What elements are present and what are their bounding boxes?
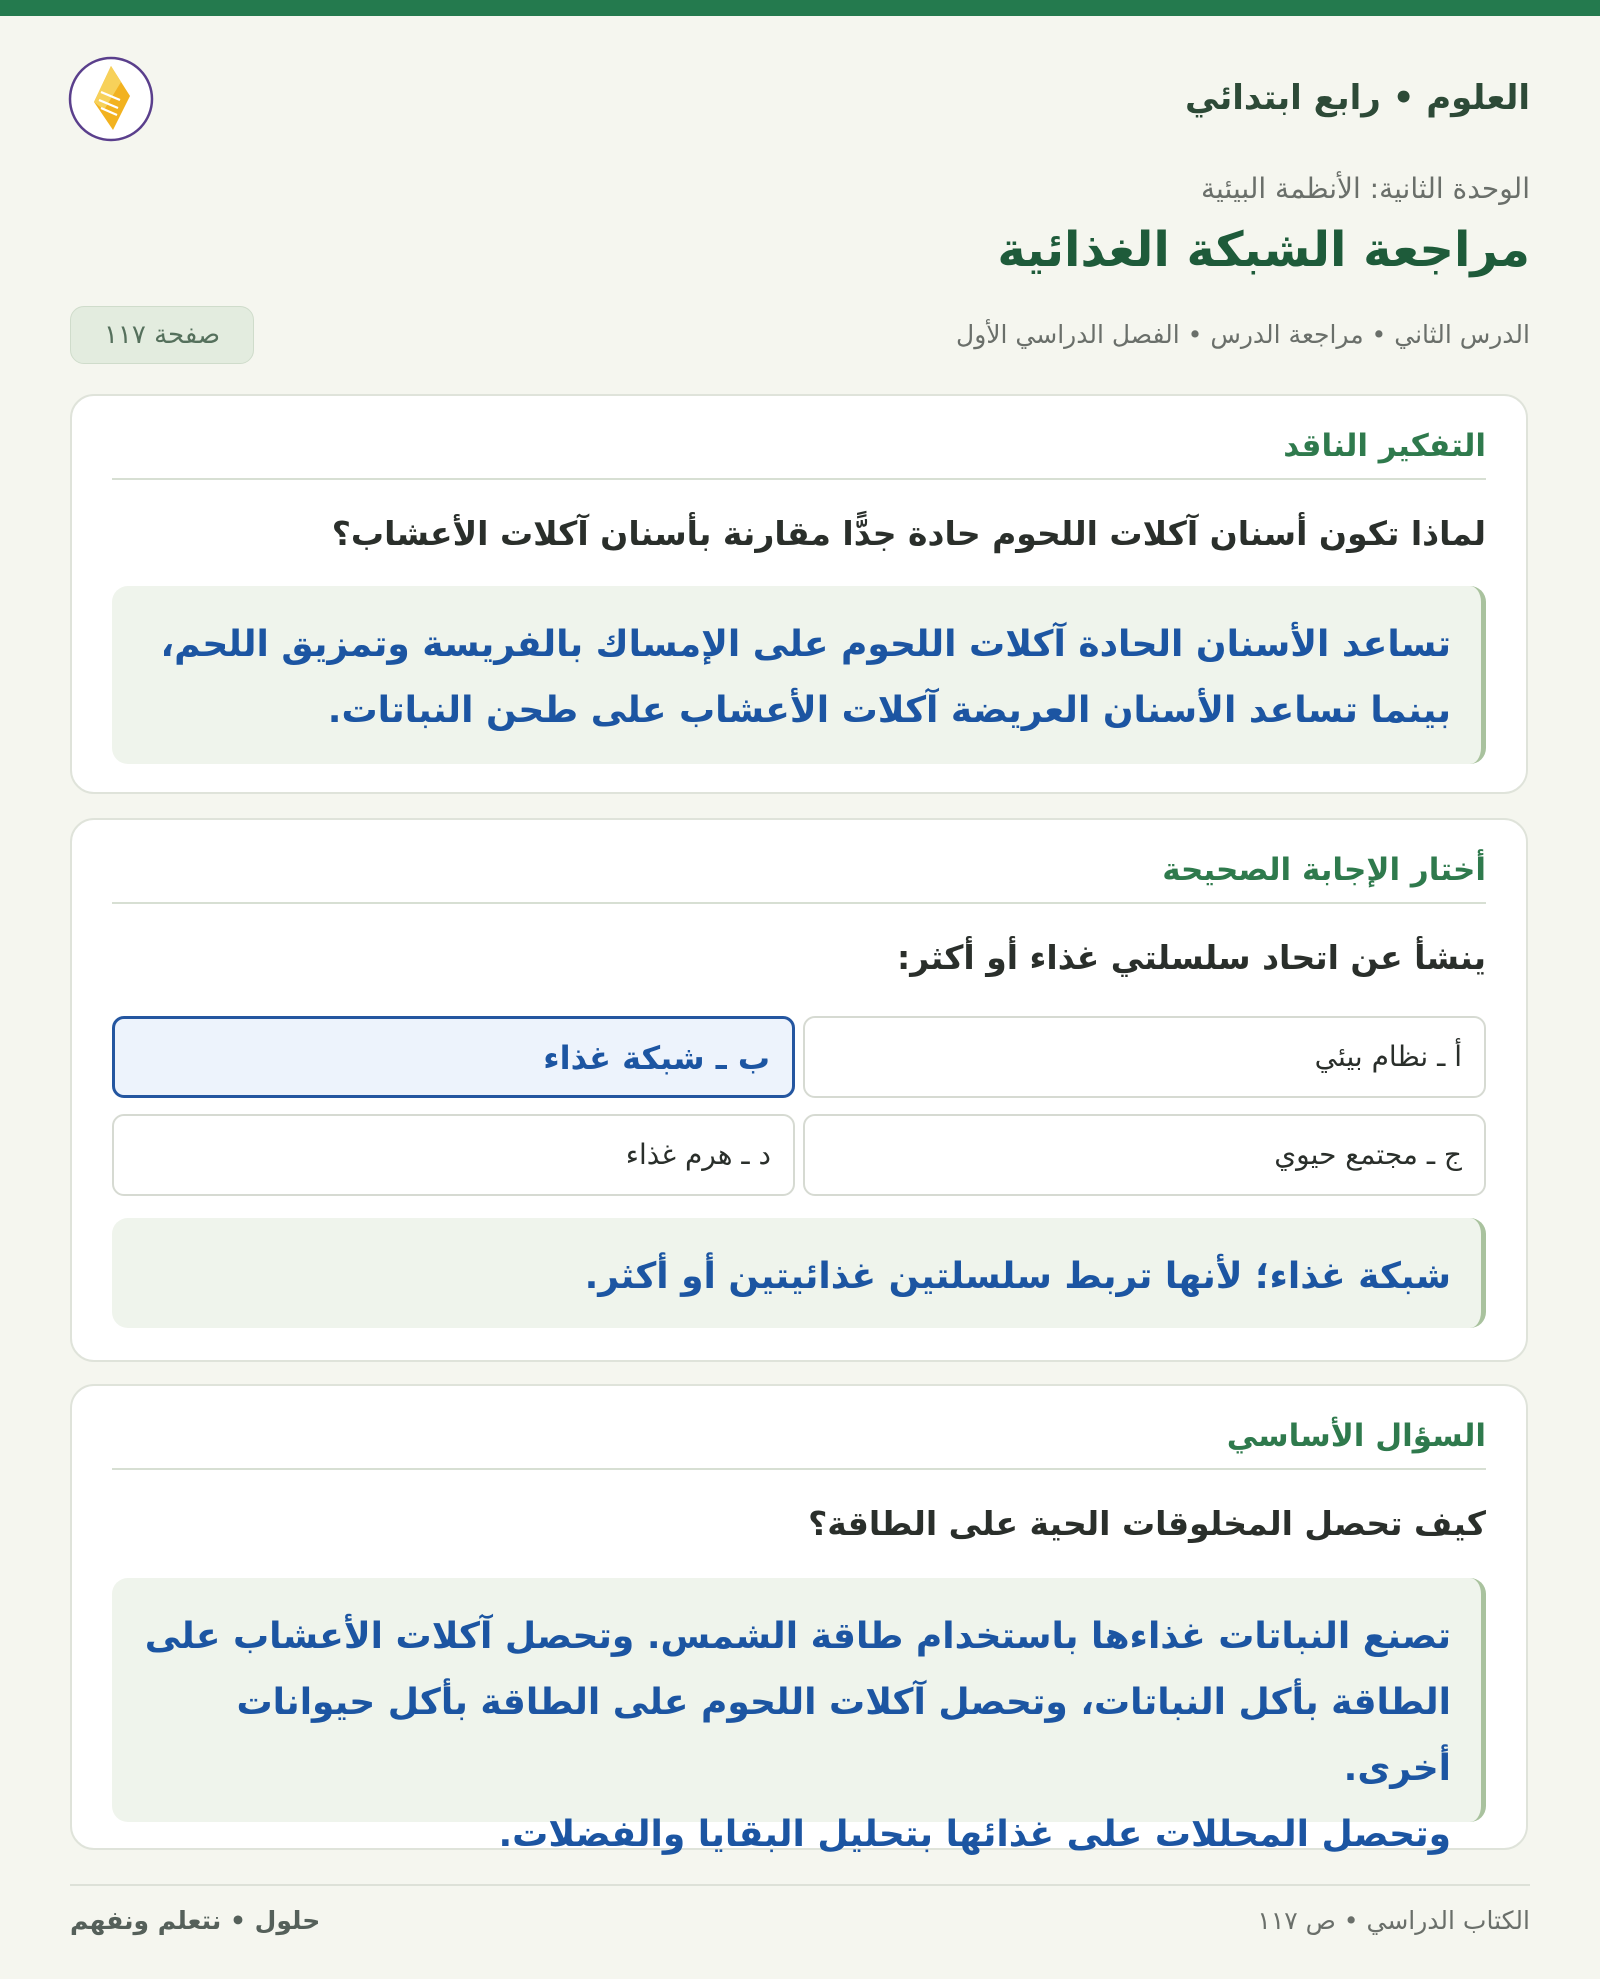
option-d[interactable]: د ـ هرم غذاء xyxy=(112,1114,795,1196)
section-heading: أختار الإجابة الصحيحة xyxy=(112,852,1486,904)
footer-brand: حلول • نتعلم ونفهم xyxy=(70,1906,321,1935)
essential-question-card xyxy=(70,1384,1528,1855)
option-a[interactable]: أ ـ نظام بيئي xyxy=(803,1016,1486,1098)
lesson-meta: الدرس الثاني • مراجعة الدرس • الفصل الدراسي الأول xyxy=(956,320,1530,349)
page-title: مراجعة الشبكة الغذائية xyxy=(997,222,1530,278)
hulul-logo xyxy=(68,44,338,154)
option-c[interactable]: ج ـ مجتمع حيوي xyxy=(803,1114,1486,1196)
option-b-selected[interactable]: ب ـ شبكة غذاء xyxy=(112,1016,795,1098)
answer-line: شبكة غذاء؛ لأنها تربط سلسلتين غذائيتين أو أكثر. xyxy=(584,1256,1451,1297)
section-heading: السؤال الأساسي xyxy=(112,1418,1486,1470)
answer-line: تصنع النباتات غذاءها باستخدام طاقة الشمس. وتحصل آكلات الأعشاب على xyxy=(144,1616,1451,1657)
answer-line: تساعد الأسنان الحادة آكلات اللحوم على الإمساك بالفريسة وتمزيق اللحم، xyxy=(160,624,1451,665)
unit-label: الوحدة الثانية: الأنظمة البيئية xyxy=(1201,172,1530,205)
top-accent-bar xyxy=(0,0,1600,16)
answer-line: بينما تساعد الأسنان العريضة آكلات الأعشاب على طحن النباتات. xyxy=(327,690,1451,731)
question-text: كيف تحصل المخلوقات الحية على الطاقة؟ xyxy=(808,1504,1486,1543)
answer-box xyxy=(112,1578,1486,1855)
answer-box xyxy=(112,586,1486,764)
question-text: لماذا تكون أسنان آكلات اللحوم حادة جدًّا مقارنة بأسنان آكلات الأعشاب؟ xyxy=(331,514,1486,553)
footer-divider xyxy=(70,1884,1530,1886)
subject-grade: العلوم • رابع ابتدائي xyxy=(1185,78,1530,118)
answer-box xyxy=(112,1218,1486,1328)
answer-line: وتحصل المحللات على غذائها بتحليل البقايا والفضلات. xyxy=(498,1814,1451,1855)
page-number-badge: صفحة ١١٧ xyxy=(70,306,254,364)
footer-book-reference: الكتاب الدراسي • ص ١١٧ xyxy=(1257,1906,1530,1935)
question-text: ينشأ عن اتحاد سلسلتي غذاء أو أكثر: xyxy=(897,938,1486,977)
critical-thinking-card xyxy=(70,394,1528,794)
section-heading: التفكير الناقد xyxy=(112,428,1486,480)
answer-line: الطاقة بأكل النباتات، وتحصل آكلات اللحوم على الطاقة بأكل حيوانات أخرى. xyxy=(236,1682,1451,1789)
multiple-choice-card xyxy=(70,818,1528,1362)
